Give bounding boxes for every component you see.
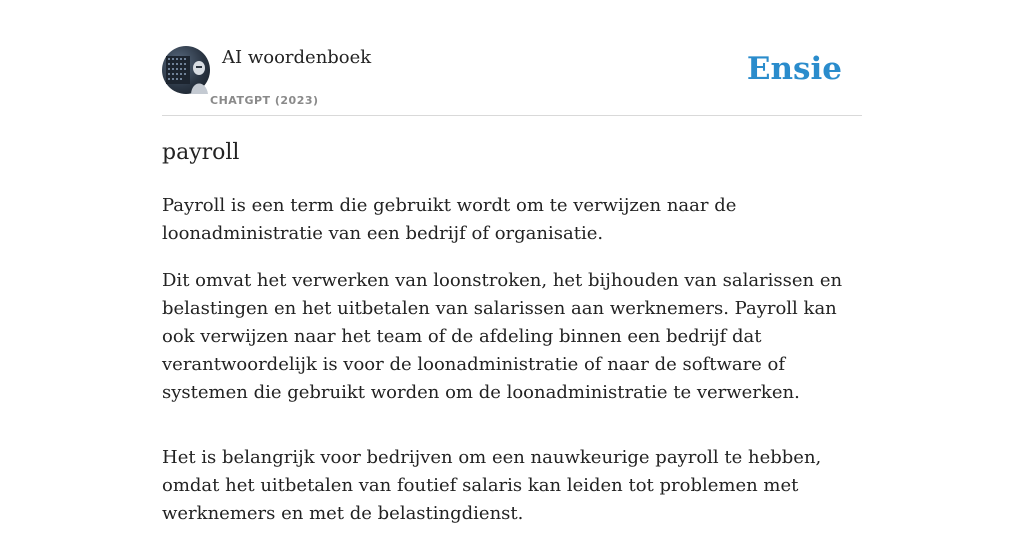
entry-definition [162,192,862,547]
definition-paragraph: Payroll is een term die gebruikt wordt om te verwijzen naar de loonadministratie van een bedrijf of organisatie. [162,195,737,244]
source-header [162,46,862,116]
robot-avatar-icon[interactable] [162,46,210,94]
brand-logo[interactable]: Ensie [746,51,842,87]
source-title[interactable]: AI woordenboek [222,47,372,68]
definition-paragraph: Dit omvat het verwerken van loonstroken, het bijhouden van salarissen en belastingen en het uitbetalen van salarissen aan werknemers. Payroll kan ook verwijzen naar het team of de afdeling binnen een bedrijf dat verantwoordelijk is voor de loonadministratie of naar de software of systemen die gebruikt worden om de loonadministratie te verwerken. [162,270,843,403]
definition-paragraph: Het is belangrijk voor bedrijven om een nauwkeurige payroll te hebben, omdat het uitbetalen van foutief salaris kan leiden tot problemen met werknemers en met de belastingdienst. [162,447,822,524]
source-subtitle: CHATGPT (2023) [210,94,319,107]
entry-term: payroll [162,140,240,165]
